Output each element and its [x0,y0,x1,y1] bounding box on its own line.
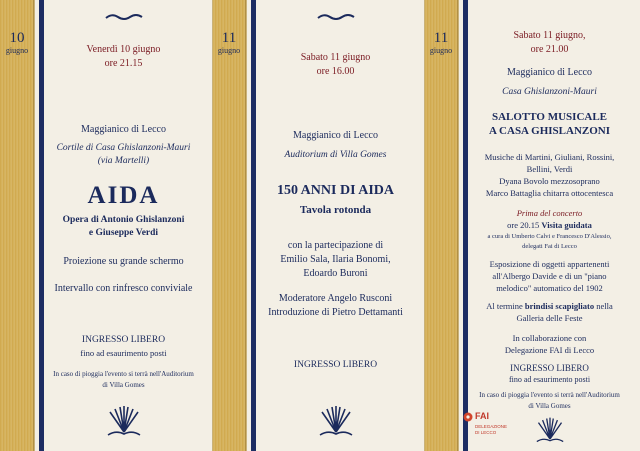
exhibit-line-3: melodico" automatico del 1902 [496,283,603,293]
exhibit-line-1: Esposizione di oggetti appartenenti [489,259,610,269]
event-venue: Casa Ghislanzoni-Mauri [502,87,597,97]
event-date: Sabato 11 giugno [300,52,371,63]
event-info-2: Intervallo con rinfresco conviviale [54,283,193,294]
fai-logo-sub1: DELEGAZIONE [475,424,508,429]
event-time: ore 21.15 [104,58,143,69]
cura-line-1: a cura di Umberto Calvi e Francesco D'Alessio, [487,233,612,240]
event-subtitle: Tavola rotonda [299,204,372,216]
day-marker-1 [0,30,34,55]
music-line-1: Musiche di Martini, Giuliani, Rossini, [484,152,615,162]
fai-logo-text: FAI [475,411,490,421]
moderator: Moderatore Angelo Rusconi [278,293,393,304]
panel-salotto-musicale [458,0,640,451]
brindisi-line [459,301,640,311]
participants-1: Emilio Sala, Ilaria Bonomi, [280,254,391,265]
gold-strip-1 [0,0,34,451]
entry-label: INGRESSO LIBERO [293,360,378,370]
event-title: AIDA [87,182,160,209]
fai-logo-sub2: DI LECCO [475,430,497,435]
event-title-2: A CASA GHISLANZONI [488,125,611,137]
event-subtitle-1: Opera di Antonio Ghislanzoni [62,215,185,225]
brindisi-post: nella [594,301,613,311]
visita-time: ore 20.15 [507,220,542,230]
music-line-2: Bellini, Verdi [526,164,573,174]
entry-note: fino ad esaurimento posti [508,375,591,384]
day-number: 11 [433,30,449,46]
day-number: 10 [9,30,25,46]
exhibit-line-2: all'Albergo Davide e di un "piano [492,271,607,281]
brindisi-label: brindisi scapigliato [524,301,595,311]
brindisi-location: Galleria delle Feste [516,313,583,323]
event-venue: Cortile di Casa Ghislanzoni-Mauri [56,143,191,153]
wave-ornament-icon [104,12,144,22]
wave-ornament-icon [316,12,356,22]
day-month: giugno [5,46,29,55]
day-month: giugno [217,46,241,55]
fan-ornament-icon [316,404,356,438]
event-venue-address: (via Martelli) [97,156,150,166]
gold-strip-2 [212,0,246,451]
participants-intro: con la partecipazione di [287,240,384,251]
fai-flower-icon [463,412,473,422]
panel-aida-opera [34,0,213,451]
brindisi-pre: Al termine [486,301,525,311]
prima-label: Prima del concerto [516,208,583,218]
day-marker-3 [424,30,458,55]
day-number: 11 [221,30,237,46]
event-venue: Auditorium di Villa Gomes [284,150,387,160]
gold-strip-3 [424,0,458,451]
event-place: Maggianico di Lecco [81,124,166,135]
day-month: giugno [429,46,453,55]
fan-ornament-icon [104,404,144,438]
collab-line-2: Delegazione FAI di Lecco [504,345,595,355]
rain-note-1: In caso di pioggia l'evento si terrà nell'Auditorium [53,370,194,378]
collab-line-1: In collaborazione con [512,333,587,343]
event-info-1: Proiezione su grande schermo [63,256,184,267]
event-title-1: SALOTTO MUSICALE [491,111,608,123]
event-date: Sabato 11 giugno, [513,30,586,41]
introduction: Introduzione di Pietro Dettamanti [268,307,403,318]
music-line-4: Marco Battaglia chitarra ottocentesca [485,188,614,198]
event-time: ore 21.00 [530,44,569,55]
participants-2: Edoardo Buroni [303,268,368,279]
event-title: 150 ANNI DI AIDA [276,183,395,198]
event-place: Maggianico di Lecco [293,130,378,141]
event-time: ore 16.00 [316,66,355,77]
fai-logo [463,411,515,441]
event-place: Maggianico di Lecco [507,67,592,78]
visita-line [459,220,640,230]
fan-ornament-icon [533,416,567,444]
day-marker-2 [212,30,246,55]
entry-note: fino ad esaurimento posti [80,348,167,358]
event-subtitle-2: e Giuseppe Verdi [88,228,159,238]
entry-label: INGRESSO LIBERO [81,335,166,345]
entry-label: INGRESSO LIBERO [510,363,589,373]
music-line-3: Dyana Bovolo mezzosoprano [499,176,600,186]
rain-note-1: In caso di pioggia l'evento si terrà nell'Auditorium [479,391,620,399]
visita-label: Visita guidata [541,220,592,230]
rain-note-2: di Villa Gomes [528,402,571,410]
cura-line-2: delegati Fai di Lecco [522,243,577,250]
rain-note-2: di Villa Gomes [102,381,145,389]
event-date: Venerdì 10 giugno [86,44,161,55]
panel-tavola-rotonda [246,0,425,451]
